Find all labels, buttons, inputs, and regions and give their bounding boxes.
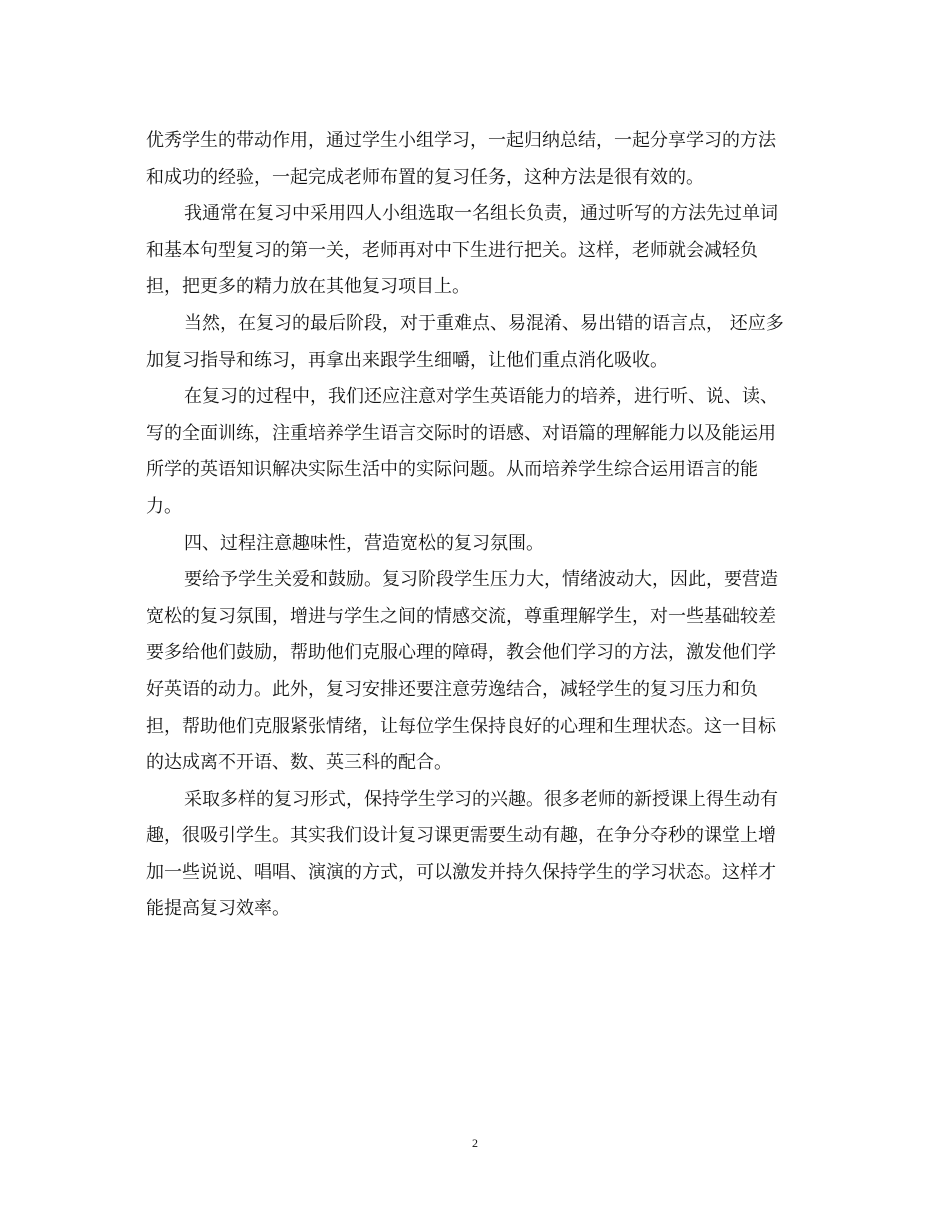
text-line-20: 趣，很吸引学生。其实我们设计复习课更需要生动有趣，在争分夺秒的课堂上增 [146,825,776,847]
text-line-6: 当然，在复习的最后阶段，对于重难点、易混淆、易出错的语言点， 还应多 [184,312,784,334]
text-line-3: 我通常在复习中采用四人小组选取一名组长负责，通过听写的方法先过单词 [184,203,778,225]
text-line-17: 担，帮助他们克服紧张情绪，让每位学生保持良好的心理和生理状态。这一目标 [146,715,776,737]
page-number: 2 [472,1136,478,1150]
section-heading: 四、过程注意趣味性，营造宽松的复习氛围。 [184,532,544,554]
text-line-10: 所学的英语知识解决实际生活中的实际问题。从而培养学生综合运用语言的能 [146,459,758,481]
text-line-15: 要多给他们鼓励，帮助他们克服心理的障碍，教会他们学习的方法，激发他们学 [146,642,776,664]
text-line-18: 的达成离不开语、数、英三科的配合。 [146,752,452,774]
text-line-22: 能提高复习效率。 [146,898,290,920]
text-line-1: 优秀学生的带动作用，通过学生小组学习，一起归纳总结，一起分享学习的方法 [146,130,776,151]
text-line-14: 宽松的复习氛围，增进与学生之间的情感交流，尊重理解学生，对一些基础较差 [146,605,776,627]
text-line-9: 写的全面训练，注重培养学生语言交际时的语感、对语篇的理解能力以及能运用 [146,422,776,444]
text-line-13: 要给予学生关爱和鼓励。复习阶段学生压力大，情绪波动大，因此，要营造 [184,569,778,591]
document-body [146,123,806,928]
text-line-21: 加一些说说、唱唱、演演的方式，可以激发并持久保持学生的学习状态。这样才 [146,861,776,883]
text-line-11: 力。 [146,495,182,517]
text-line-7: 加复习指导和练习，再拿出来跟学生细嚼，让他们重点消化吸收。 [146,349,668,371]
text-line-4: 和基本句型复习的第一关，老师再对中下生进行把关。这样，老师就会减轻负 [146,239,758,261]
text-line-19: 采取多样的复习形式，保持学生学习的兴趣。很多老师的新授课上得生动有 [184,788,778,810]
text-line-5: 担，把更多的精力放在其他复习项目上。 [146,276,470,298]
text-line-2: 和成功的经验，一起完成老师布置的复习任务，这种方法是很有效的。 [146,166,704,188]
text-line-16: 好英语的动力。此外，复习安排还要注意劳逸结合，减轻学生的复习压力和负 [146,678,758,700]
text-line-8: 在复习的过程中，我们还应注意对学生英语能力的培养，进行听、说、读、 [184,386,778,408]
